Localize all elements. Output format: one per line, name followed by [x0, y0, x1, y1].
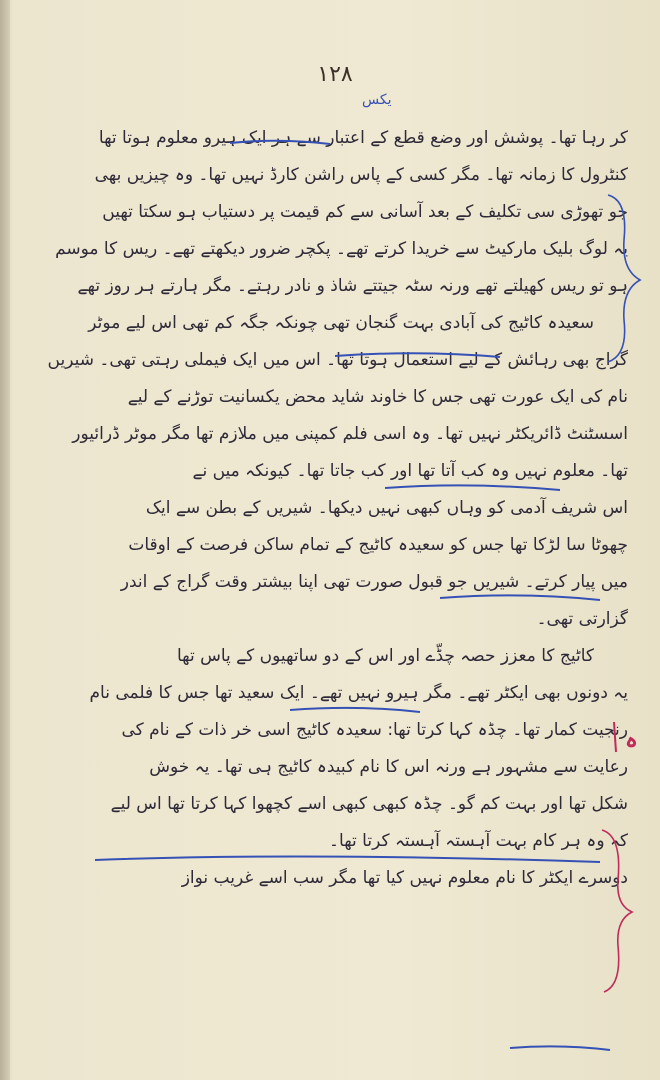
underline-mark: [510, 1046, 610, 1050]
text-line: کر رہا تھا۔ پوشش اور وضع قطع کے اعتبار سے ہر ایک ہیرو معلوم ہوتا تھا: [98, 128, 628, 148]
text-line: یہ لوگ بلیک مارکیٹ سے خریدا کرتے تھے۔ پکچر ضرور دیکھتے تھے۔ ریس کا موسم: [55, 239, 628, 259]
text-line: تھا۔ معلوم نہیں وہ کب آتا تھا اور کب جاتا تھا۔ کیونکہ میں نے: [192, 461, 628, 481]
margin-annotation-number: ہ: [625, 728, 638, 753]
text-line: شکل تھا اور بہت کم گو۔ چڈہ کبھی کبھی اسے کچھوا کہا کرتا تھا اس لیے: [110, 794, 628, 814]
page-number: ۱۲۸: [317, 62, 353, 87]
text-line: ہو تو ریس کھیلتے تھے ورنہ سٹہ جیتتے شاذ و نادر رہتے۔ مگر ہارتے ہر روز تھے: [77, 276, 628, 296]
margin-annotation-word: یکس: [362, 92, 392, 108]
text-line: کاٹیج کا معزز حصہ چڈّے اور اس کے دو ساتھیوں کے پاس تھا: [176, 646, 594, 666]
text-line: نام کی ایک عورت تھی جس کا خاوند شاید محض یکسانیت توڑنے کے لیے: [127, 387, 628, 407]
text-line: رنجیت کمار تھا۔ چڈہ کہا کرتا تھا: سعیدہ کاٹیج اسی خر ذات کے نام کی: [121, 720, 628, 740]
text-line: اس شریف آدمی کو وہاں کبھی نہیں دیکھا۔ شیریں کے بطن سے ایک: [145, 498, 628, 518]
text-line: دوسرے ایکٹر کا نام معلوم نہیں کیا تھا مگر سب اسے غریب نواز: [181, 868, 628, 888]
text-line: اسسٹنٹ ڈائریکٹر نہیں تھا۔ وہ اسی فلم کمپنی میں ملازم تھا مگر موٹر ڈرائیور: [72, 424, 628, 444]
text-line: سعیدہ کاٹیج کی آبادی بہت گنجان تھی چونکہ جگہ کم تھی اس لیے موٹر: [88, 313, 594, 333]
text-line: کہ وہ ہر کام بہت آہستہ آہستہ کرتا تھا۔: [329, 831, 628, 851]
text-line: گراج بھی رہائش کے لیے استعمال ہوتا تھا۔ اس میں ایک فیملی رہتی تھی۔ شیریں: [47, 350, 628, 370]
handwritten-text-body: [28, 120, 628, 897]
text-line: کنٹرول کا زمانہ تھا۔ مگر کسی کے پاس راشن کارڈ نہیں تھا۔ وہ چیزیں بھی: [94, 165, 628, 185]
text-line: گزارتی تھی۔: [536, 609, 628, 629]
page-binding-edge: [0, 0, 10, 1080]
text-line: رعایت سے مشہور ہے ورنہ اس کا نام کبیدہ کاٹیج ہی تھا۔ یہ خوش: [149, 757, 628, 777]
text-line: یہ دونوں بھی ایکٹر تھے۔ مگر ہیرو نہیں تھے۔ ایک سعید تھا جس کا فلمی نام: [89, 683, 628, 703]
text-line: میں پیار کرتے۔ شیریں جو قبول صورت تھی اپنا بیشتر وقت گراج کے اندر: [120, 572, 628, 592]
text-line: چھوٹا سا لڑکا تھا جس کو سعیدہ کاٹیج کے تمام ساکن فرصت کے اوقات: [128, 535, 628, 555]
text-line: جو تھوڑی سی تکلیف کے بعد آسانی سے کم قیمت پر دستیاب ہو سکتا تھیں: [102, 202, 628, 222]
